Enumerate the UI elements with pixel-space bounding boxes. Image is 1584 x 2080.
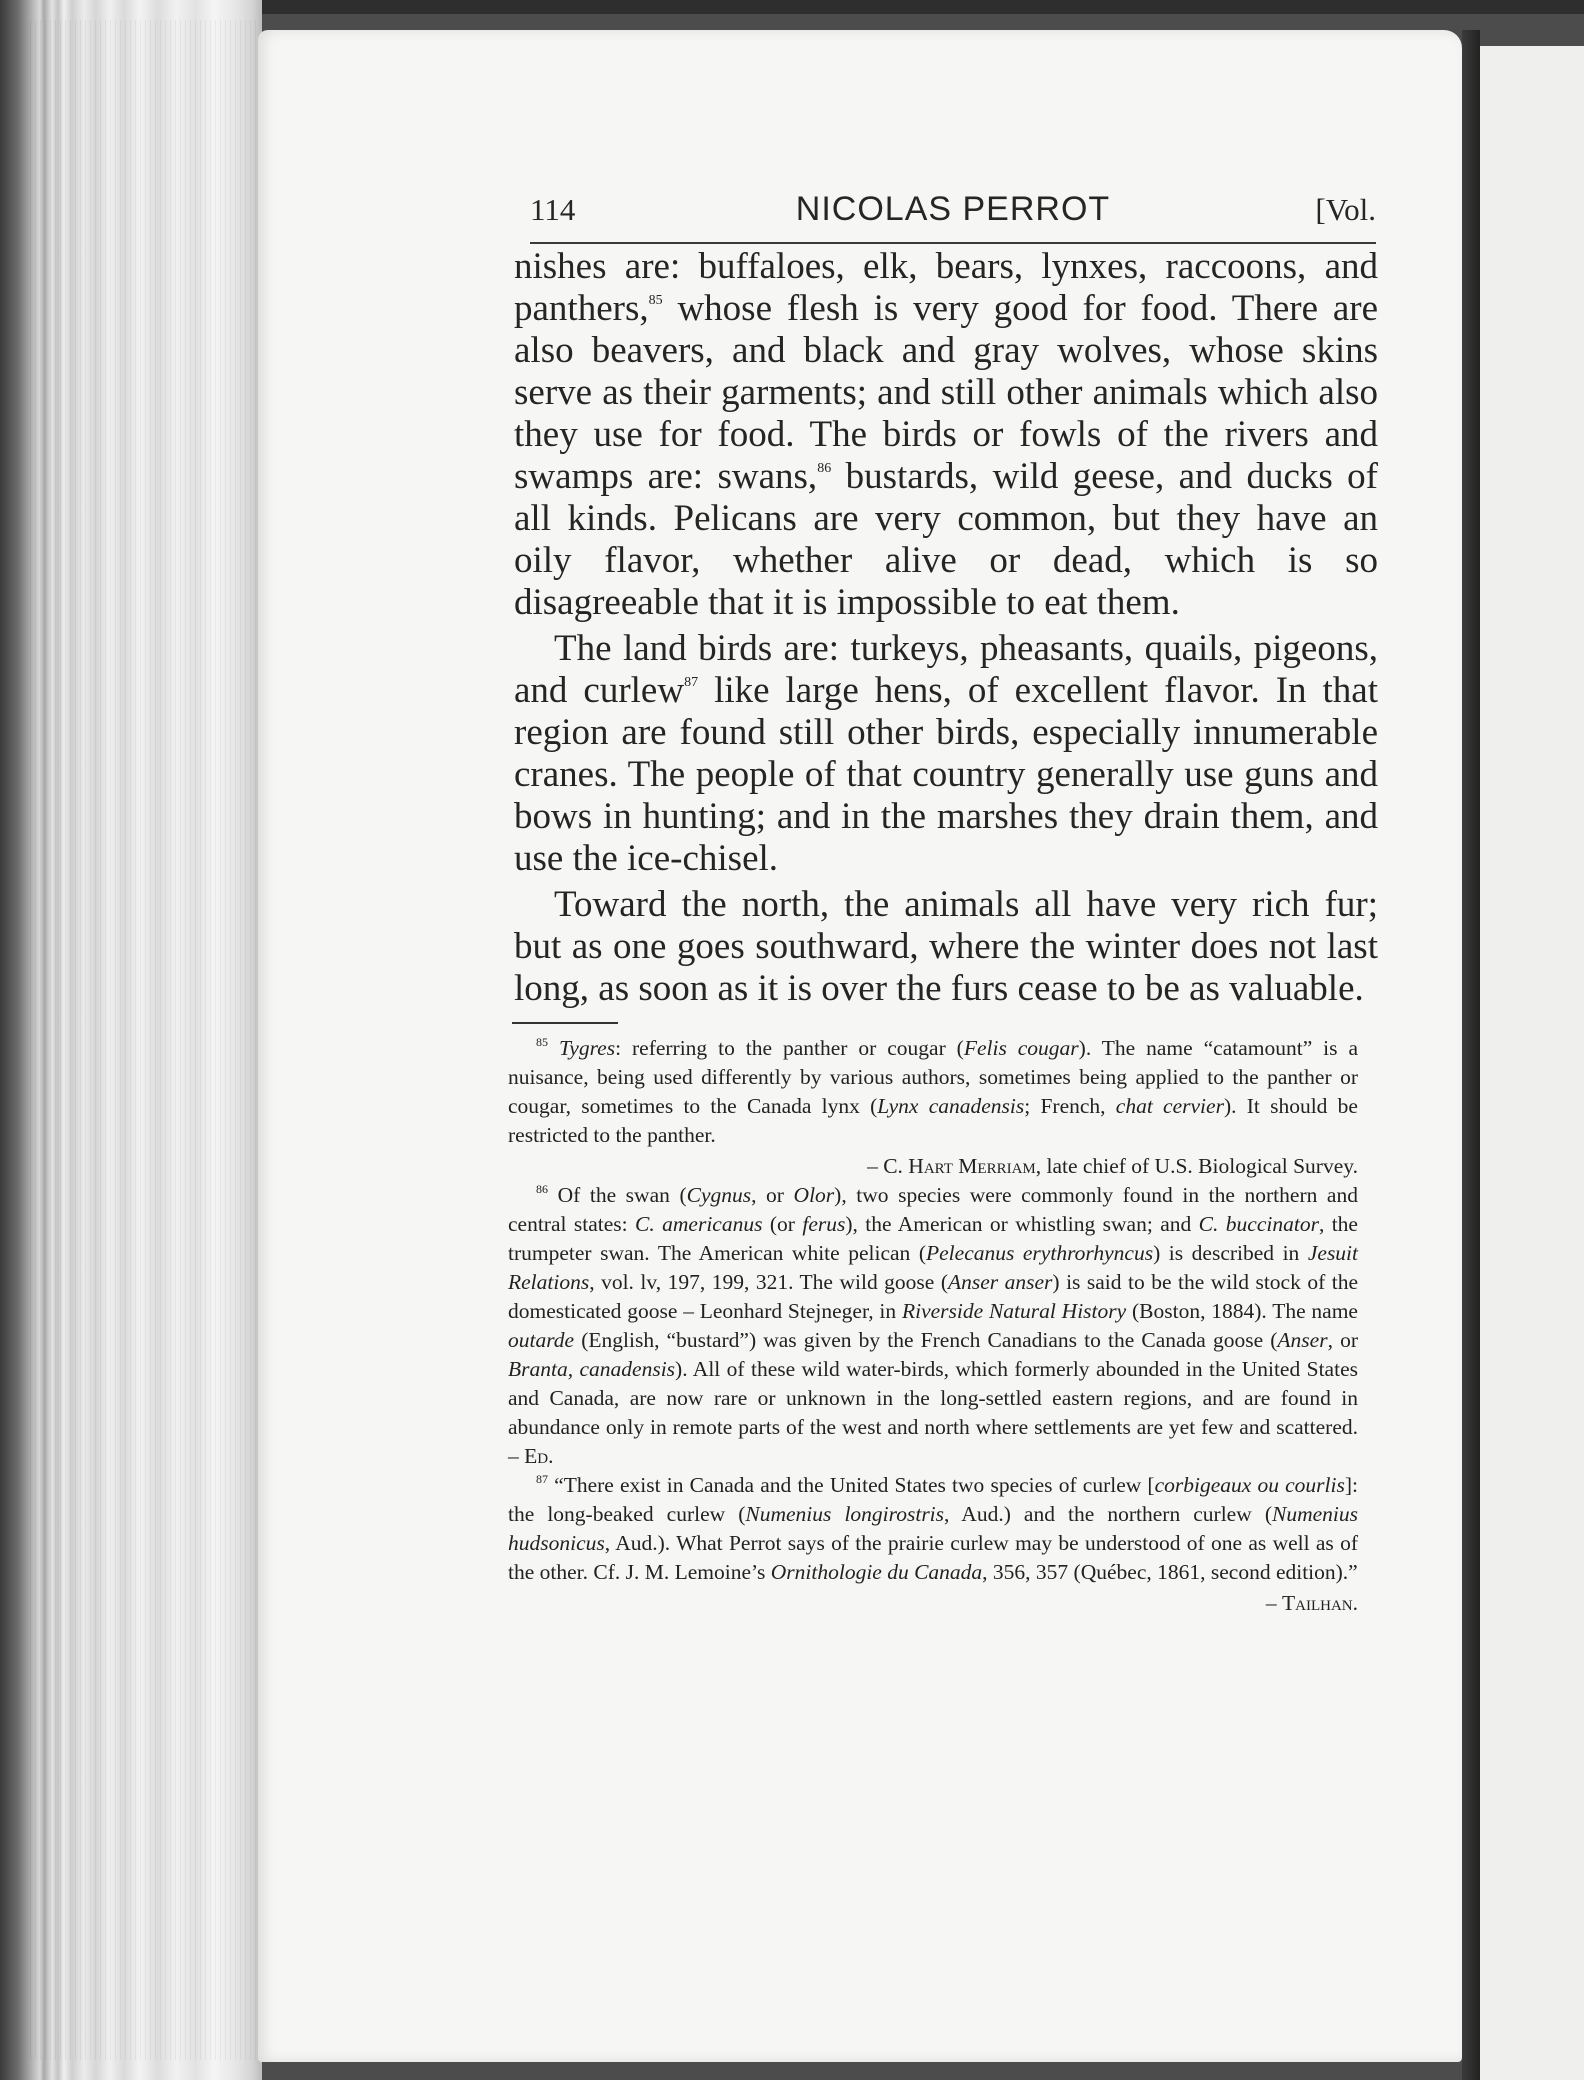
book-gutter	[1462, 30, 1480, 2080]
fn86-italic-22: Anser	[1277, 1328, 1328, 1352]
running-title: NICOLAS PERROT	[795, 190, 1111, 228]
fn87-text-3: ]: the long-beaked curlew (	[508, 1473, 1358, 1526]
fn86-text-3: , or	[751, 1183, 794, 1207]
p2-text-a: The land birds are: turkeys, pheasants, quails, pigeons, and curlew	[514, 628, 1378, 711]
fn86-text-9: ), the American or whistling swan; and	[845, 1212, 1199, 1236]
fn86-italic-24: Branta, canadensis	[508, 1357, 676, 1381]
fn86-italic-12: Pelecanus erythrorhyncus	[926, 1241, 1154, 1265]
note-ref-87: 87	[684, 675, 699, 690]
p2-text-b: like large hens, of excellent flavor. In that region are found still other birds, especially innumerable cranes. The people of that country generally use guns and bows in hunting; and in the marshes they drain them, and use the ice-chisel.	[514, 670, 1378, 879]
fn87-sig-dash: –	[1265, 1591, 1282, 1615]
fn87-italic-2: corbigeaux ou courlis	[1154, 1473, 1345, 1497]
fn85-sig-name: Hart Merriam	[908, 1154, 1036, 1178]
facing-page-edge	[1480, 46, 1584, 2080]
fn85-text-2: : referring to the panther or cougar (	[615, 1036, 964, 1060]
fn86-text-11: , the trumpeter swan. The American white pelican (	[508, 1212, 1358, 1265]
footnote-87-number: 87	[536, 1472, 548, 1486]
footnote-85	[508, 1034, 1358, 1150]
fn86-italic-18: Riverside Natural History	[901, 1299, 1127, 1323]
fn86-italic-16: Anser anser	[947, 1270, 1053, 1294]
fn86-italic-2: Cygnus	[686, 1183, 752, 1207]
fn86-text-5: ), two species were commonly found in the northern and central states:	[508, 1183, 1358, 1236]
fn87-text-9: , 356, 357 (Québec, 1861, second edition).”	[982, 1560, 1358, 1584]
footnote-86-number: 86	[536, 1182, 548, 1196]
fn86-text-19: (Boston, 1884). The name	[1126, 1299, 1358, 1323]
fn85-text-6: ; French,	[1024, 1094, 1116, 1118]
fn87-italic-6: Numenius hudsonicus	[508, 1502, 1358, 1555]
fn87-text-7: , Aud.). What Perrot says of the prairie curlew may be understood of one as well as of the other. Cf. J. M. Lemoine’s	[508, 1531, 1358, 1584]
footnote-85-number: 85	[536, 1035, 548, 1049]
fn85-text-8: ). It should be restricted to the panther.	[508, 1094, 1358, 1147]
fn86-editor-mark: Ed.	[524, 1444, 554, 1468]
fn86-text-23: , or	[1327, 1328, 1358, 1352]
fn85-sig-dash: – C.	[867, 1154, 909, 1178]
fn86-italic-14: Jesuit Relations	[508, 1241, 1359, 1294]
footnote-86	[508, 1181, 1358, 1471]
main-text	[514, 246, 1378, 1010]
p1-text-a: nishes are: buffaloes, elk, bears, lynxes, raccoons, and panthers,	[514, 246, 1378, 329]
fn85-italic-1: Tygres	[558, 1036, 616, 1060]
fn86-text-15: , vol. lv, 197, 199, 321. The wild goose (	[589, 1270, 948, 1294]
fn86-text-1: Of the swan (	[557, 1183, 687, 1207]
footnote-87-signature	[508, 1589, 1358, 1618]
fn87-italic-8: Ornithologie du Canada	[770, 1560, 983, 1584]
fn87-text-1: “There exist in Canada and the United States two species of curlew [	[554, 1473, 1155, 1497]
p1-text-b: whose flesh is very good for food. There are also beavers, and black and gray wolves, whose skins serve as their garments; and still other animals which also they use for food. The birds or fowls of the rivers and swamps are: swans,	[514, 288, 1378, 497]
paragraph-1	[514, 246, 1378, 624]
fn86-italic-10: C. buccinator	[1198, 1212, 1319, 1236]
note-ref-86: 86	[817, 461, 832, 476]
fn85-italic-5: Lynx canadensis	[877, 1094, 1025, 1118]
fn86-italic-4: Olor	[793, 1183, 835, 1207]
fn86-text-13: ) is described in	[1153, 1241, 1308, 1265]
fn86-text-25: ). All of these wild water-birds, which formerly abounded in the United States and Canada, are now rare or unknown in the long-settled eastern regions, and are found in abundance only in remote parts of the west and north where settlements are yet few and scattered. –	[508, 1357, 1358, 1468]
page-edge-texture	[30, 20, 260, 2060]
paragraph-2	[514, 628, 1378, 880]
fn86-text-21: (English, “bustard”) was given by the French Canadians to the Canada goose (	[574, 1328, 1278, 1352]
fn86-text-17: ) is said to be the wild stock of the domesticated goose – Leonhard Stejneger, in	[508, 1270, 1359, 1323]
footnotes	[508, 1034, 1358, 1618]
footnote-87	[508, 1471, 1358, 1587]
fn85-italic-7: chat cervier	[1115, 1094, 1224, 1118]
fn85-sig-rest: , late chief of U.S. Biological Survey.	[1035, 1154, 1358, 1178]
p1-text-c: bustards, wild geese, and ducks of all kinds. Pelicans are very common, but they have an oily flavor, whether alive or dead, which is so disagreeable that it is impossible to eat them.	[514, 456, 1378, 623]
fn85-text-4: ). The name “catamount” is a nuisance, being used differently by various authors, sometimes being applied to the panther or cougar, sometimes to the Canada lynx (	[508, 1036, 1358, 1118]
fn86-italic-6: C. americanus	[635, 1212, 763, 1236]
note-ref-85: 85	[648, 293, 663, 308]
volume-mark: [Vol.	[1315, 192, 1376, 227]
fn86-text-7: (or	[762, 1212, 803, 1236]
fn86-italic-8: ferus	[802, 1212, 846, 1236]
footnote-85-signature	[508, 1152, 1358, 1181]
footnote-rule	[512, 1022, 618, 1024]
fn86-italic-20: outarde	[508, 1328, 575, 1352]
fn87-sig-name: Tailhan.	[1282, 1591, 1358, 1615]
fn85-italic-3: Felis cougar	[963, 1036, 1079, 1060]
book-page-edges	[0, 0, 262, 2080]
paragraph-3: Toward the north, the animals all have very rich fur; but as one goes southward, where the winter does not last long, as soon as it is over the furs cease to be as valuable.	[514, 884, 1378, 1009]
page-number: 114	[530, 192, 576, 227]
fn87-italic-4: Numenius longirostris	[745, 1502, 945, 1526]
fn87-text-5: , Aud.) and the northern curlew (	[944, 1502, 1272, 1526]
running-header	[530, 190, 1376, 244]
